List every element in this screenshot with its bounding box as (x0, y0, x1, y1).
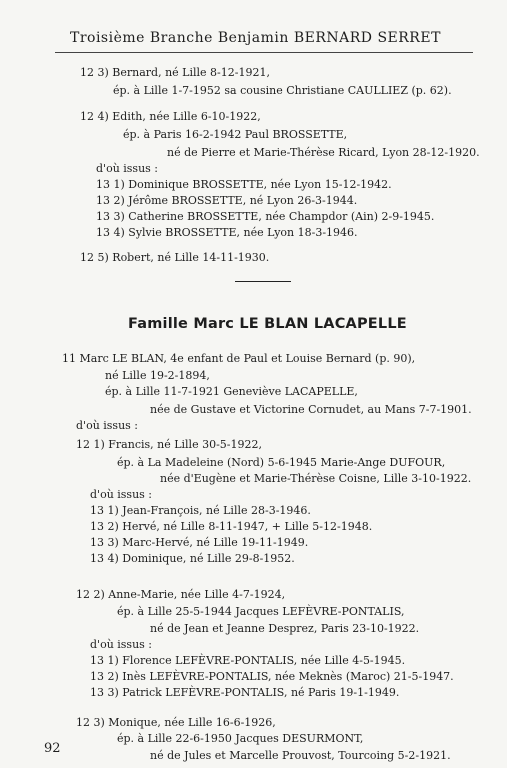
entry-line: 11 Marc LE BLAN, 4e enfant de Paul et Louise Bernard (p. 90), (62, 352, 416, 365)
entry-line: 13 1) Jean-François, né Lille 28-3-1946. (90, 504, 311, 517)
entry-line: ép. à La Madeleine (Nord) 5-6-1945 Marie-Ange DUFOUR, (117, 456, 446, 469)
entry-line: ép. à Lille 11-7-1921 Geneviève LACAPELLE, (105, 385, 358, 398)
page-number: 92 (44, 741, 61, 756)
entry-line: d'où issus : (90, 488, 153, 501)
entry-line: 12 5) Robert, né Lille 14-11-1930. (80, 251, 270, 264)
entry-line: ép. à Paris 16-2-1942 Paul BROSSETTE, (123, 128, 348, 141)
entry-line: d'où issus : (90, 638, 153, 651)
entry-line: 13 4) Dominique, né Lille 29-8-1952. (90, 552, 295, 565)
entry-line: 13 3) Marc-Hervé, né Lille 19-11-1949. (90, 536, 309, 549)
entry-line: 13 2) Inès LEFÈVRE-PONTALIS, née Meknès (Maroc) 21-5-1947. (90, 670, 454, 683)
entry-line: 12 3) Bernard, né Lille 8-12-1921, (80, 66, 270, 79)
entry-line: 12 3) Monique, née Lille 16-6-1926, (76, 716, 276, 729)
entry-line: né de Jean et Jeanne Desprez, Paris 23-10-1922. (150, 622, 420, 635)
entry-line: 12 2) Anne-Marie, née Lille 4-7-1924, (76, 588, 286, 601)
entry-line: ép. à Lille 25-5-1944 Jacques LEFÈVRE-PONTALIS, (117, 605, 405, 618)
entry-line: d'où issus : (76, 419, 139, 432)
running-header: Troisième Branche Benjamin BERNARD SERRET (70, 30, 441, 46)
entry-line: ép. à Lille 22-6-1950 Jacques DESURMONT, (117, 732, 364, 745)
entry-line: né de Jules et Marcelle Prouvost, Tourcoing 5-2-1921. (150, 749, 451, 762)
entry-line: 12 4) Edith, née Lille 6-10-1922, (80, 110, 261, 123)
entry-line: 13 2) Hervé, né Lille 8-11-1947, + Lille 5-12-1948. (90, 520, 373, 533)
section-separator (235, 281, 291, 282)
section-title: Famille Marc LE BLAN LACAPELLE (128, 316, 407, 332)
entry-line: d'où issus : (96, 162, 159, 175)
entry-line: née d'Eugène et Marie-Thérèse Coisne, Lille 3-10-1922. (160, 472, 472, 485)
entry-line: 13 1) Dominique BROSSETTE, née Lyon 15-12-1942. (96, 178, 392, 191)
entry-line: 13 2) Jérôme BROSSETTE, né Lyon 26-3-1944. (96, 194, 358, 207)
entry-line: ép. à Lille 1-7-1952 sa cousine Christiane CAULLIEZ (p. 62). (113, 84, 452, 97)
entry-line: né de Pierre et Marie-Thérèse Ricard, Lyon 28-12-1920. (167, 146, 480, 159)
entry-line: né Lille 19-2-1894, (105, 369, 210, 382)
header-rule (55, 52, 473, 53)
entry-line: 13 1) Florence LEFÈVRE-PONTALIS, née Lille 4-5-1945. (90, 654, 406, 667)
entry-line: née de Gustave et Victorine Cornudet, au Mans 7-7-1901. (150, 403, 472, 416)
entry-line: 13 3) Catherine BROSSETTE, née Champdor (Ain) 2-9-1945. (96, 210, 435, 223)
entry-line: 13 4) Sylvie BROSSETTE, née Lyon 18-3-1946. (96, 226, 358, 239)
entry-line: 13 3) Patrick LEFÈVRE-PONTALIS, né Paris 19-1-1949. (90, 686, 400, 699)
entry-line: 12 1) Francis, né Lille 30-5-1922, (76, 438, 263, 451)
